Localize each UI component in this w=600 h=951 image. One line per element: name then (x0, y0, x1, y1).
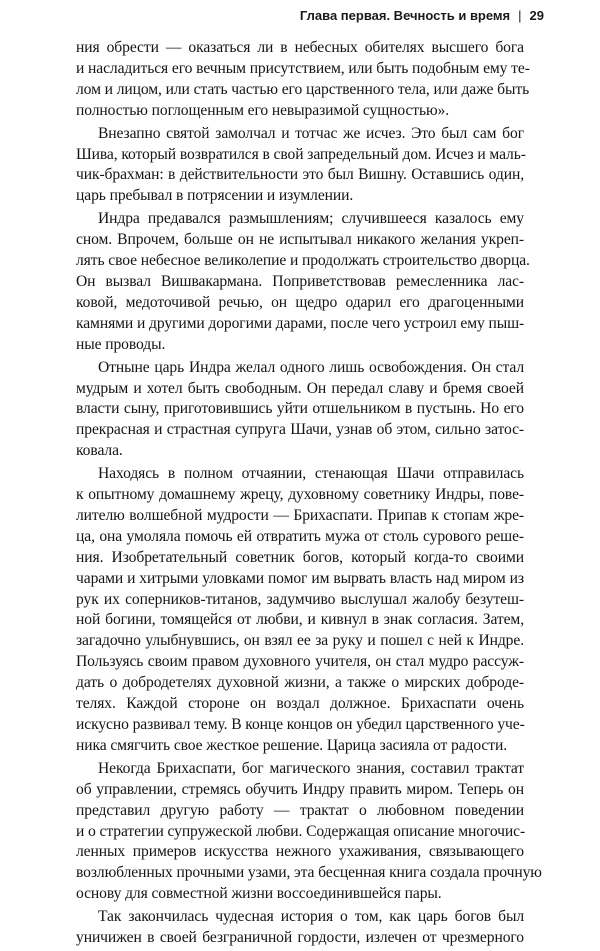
text-line: Индра предавался размышлениям; случившееся казалось ему (98, 210, 524, 228)
text-line: об управлении, стремясь обучить Индру править миром. Теперь он (76, 780, 524, 798)
text-line: ковала. (76, 442, 123, 460)
text-line: ца, она умоляла помочь ей отвратить мужа от столь сурового реше- (76, 527, 524, 545)
text-line: к опытному домашнему жрецу, духовному советнику Индры, пове- (76, 486, 524, 504)
chapter-title: Глава первая. Вечность и время (299, 8, 511, 23)
text-line: и насладиться его вечным присутствием, или быть подобным ему те- (76, 59, 530, 77)
text-line: ника смягчить свое жесткое решение. Царица засияла от радости. (76, 736, 507, 754)
text-line: царь пребывал в потрясении и изумлении. (76, 187, 354, 205)
text-line: ные проводы. (76, 335, 166, 353)
text-line: мудрым и хотел быть свободным. Он передал славу и бремя своей (76, 379, 524, 397)
text-line: лять свое небесное великолепие и продолжать строительство дворца. (76, 252, 530, 270)
paragraph (76, 464, 524, 757)
text-line: Так закончилась чудесная история о том, как царь богов был (98, 908, 524, 926)
text-line: Шива, который возвратился в свой запредельный дом. Исчез и маль- (76, 145, 526, 163)
text-line: лителю волшебной мудрости — Брихаспати. Припав к стопам жре- (76, 506, 524, 524)
text-line: дать о добродетелях духовной жизни, а также о мирских доброде- (76, 674, 524, 692)
text-line: прекрасная и страстная супруга Шачи, узнав об этом, сильно затос- (76, 421, 524, 439)
text-line: Некогда Брихаспати, бог магического знания, составил трактат (98, 759, 524, 777)
paragraph (76, 759, 542, 905)
text-line: чарами и хитрыми уловками помог им вырвать власть над миром из (76, 569, 524, 587)
running-header (300, 8, 544, 23)
header-separator: | (518, 8, 522, 23)
text-line: Отныне царь Индра желал одного лишь освобождения. Он стал (98, 358, 524, 376)
text-line: ния. Изобретательный советник богов, который когда-то своими (76, 548, 524, 566)
paragraph (76, 907, 524, 949)
text-line: Он вызвал Вишвакармана. Поприветствовав ремесленника лас- (76, 272, 524, 290)
text-line: искусно развивал тему. В конце концов он убедил царственного уче- (76, 716, 525, 733)
text-line: основу для совместной жизни воссоединившейся пары. (76, 885, 442, 903)
text-line: чик-брахман: в действительности это был Вишну. Оставшись один, (76, 166, 524, 184)
text-line: загадочно улыбнувшись, он взял ее за руку и пошел с ней к Индре. (76, 632, 524, 650)
text-line: ковой, медоточивой речью, он щедро одарил его драгоценными (76, 293, 524, 311)
text-line: Внезапно святой замолчал и тотчас же исчез. Это был сам бог (98, 124, 524, 142)
text-line: уничижен в своей безграничной гордости, излечен от чрезмерного (76, 929, 524, 947)
text-line: полностью поглощенным его невыразимой сущностью». (76, 101, 450, 119)
body-text (76, 38, 542, 951)
page-number: 29 (529, 8, 544, 23)
text-line: власти сыну, приготовившись уйти отшельником в пустынь. Но его (76, 400, 524, 418)
text-line: ной богини, томящейся от любви, и кивнул в знак согласия. Затем, (76, 611, 524, 629)
text-line: Находясь в полном отчаянии, стенающая Шачи отправилась (98, 465, 524, 483)
text-line: и о стратегии супружеской любви. Содержащая описание многочис- (76, 822, 526, 840)
text-line: Пользуясь своим правом духовного учителя, он стал мудро рассуж- (76, 653, 524, 671)
text-line: представил другую работу — трактат о любовном поведении (76, 801, 524, 819)
paragraph (76, 358, 524, 463)
paragraph (76, 124, 524, 208)
text-line: лом и лицом, или стать частью его царственного тела, или даже быть (76, 80, 530, 98)
text-line: телях. Каждой стороне он воздал должное. Брихаспати очень (76, 695, 524, 713)
text-line: камнями и другими дорогими дарами, после чего устроил ему пыш- (76, 314, 525, 332)
text-line: ния обрести — оказаться ли в небесных обителях высшего бога (76, 39, 524, 56)
paragraph (76, 38, 530, 122)
text-line: рук их соперников-титанов, задумчиво выслушал жалобу безутеш- (76, 590, 524, 608)
paragraph (76, 209, 530, 355)
text-line: возлюбленных прочными узами, эта бесценная книга создала прочную (76, 864, 542, 882)
text-line: ленных примеров искусства нежного ухаживания, связывающего (76, 843, 524, 861)
text-line: сном. Впрочем, больше он не испытывал никакого желания укреп- (76, 231, 524, 249)
